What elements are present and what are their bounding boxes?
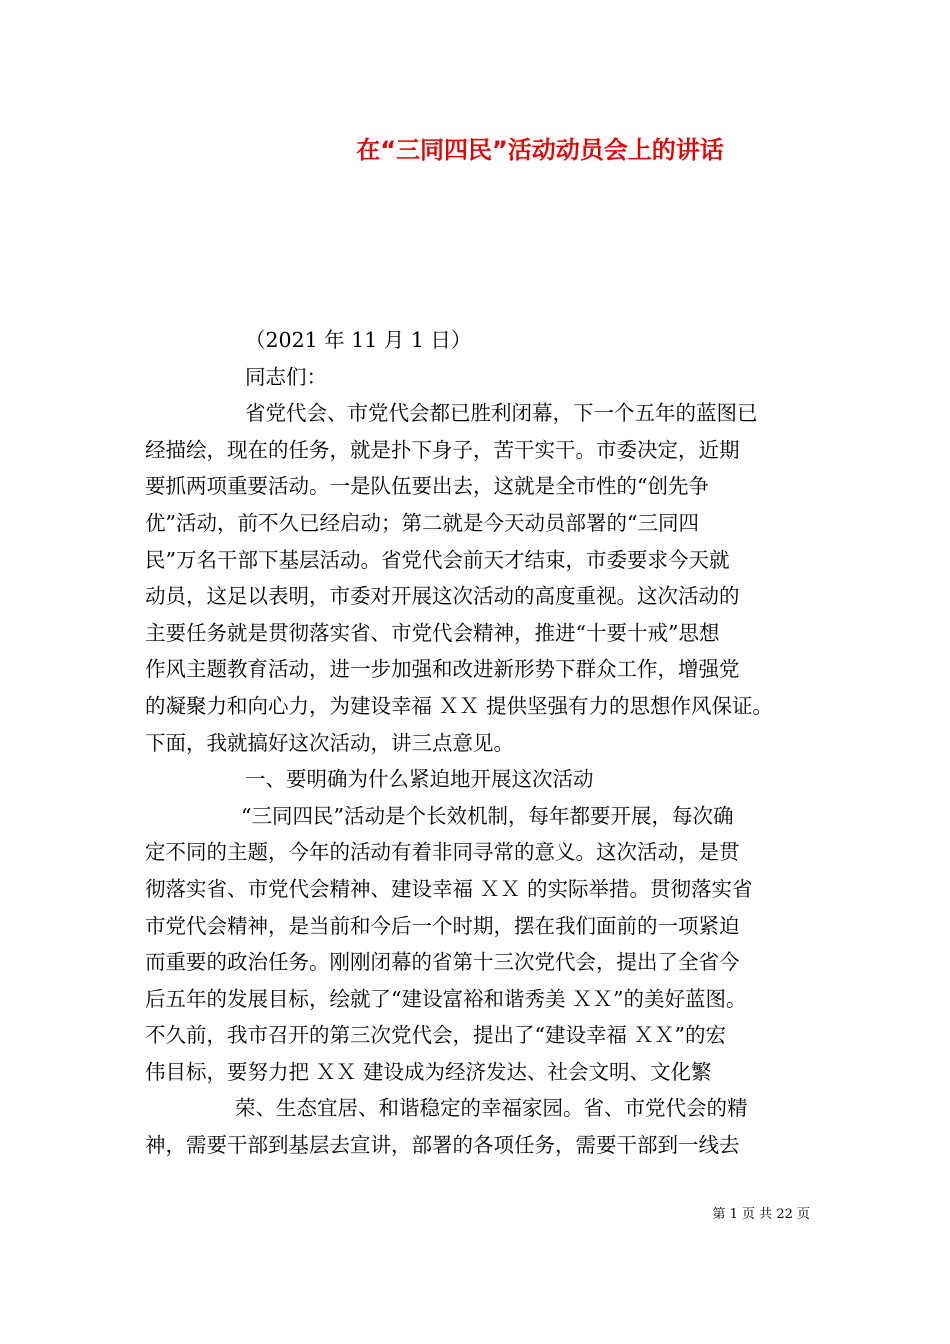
text-line: 民”万名干部下基层活动。省党代会前天才结束，市委要求今天就 (145, 547, 730, 572)
text-line: 的凝聚力和向心力，为建设幸福 ＸＸ 提供坚强有力的思想作风保证。 (145, 693, 774, 718)
text-line: “三同四民”活动是个长效机制，每年都要开展，每次确 (241, 803, 734, 828)
text-line: 主要任务就是贯彻落实省、市党代会精神，推进“十要十戒”思想 (145, 620, 720, 645)
text-line: 不久前，我市召开的第三次党代会，提出了“建设幸福 ＸＸ”的宏 (145, 1023, 726, 1048)
text-line: 经描绘，现在的任务，就是扑下身子，苦干实干。市委决定，近期 (145, 437, 740, 462)
text-line: 要抓两项重要活动。一是队伍要出去，这就是全市性的“创先争 (145, 474, 709, 499)
text-line: 市党代会精神，是当前和今后一个时期，摆在我们面前的一项紧迫 (145, 913, 740, 938)
text-line: 动员，这足以表明，市委对开展这次活动的高度重视。这次活动的 (145, 584, 740, 609)
text-line: 作风主题教育活动，进一步加强和改进新形势下群众工作，增强党 (145, 657, 740, 682)
text-line: 神，需要干部到基层去宣讲，部署的各项任务，需要干部到一线去 (145, 1133, 740, 1158)
text-line: （2021 年 11 月 1 日） (245, 328, 472, 352)
text-line: 同志们： (245, 364, 327, 389)
text-line: 省党代会、市党代会都已胜利闭幕，下一个五年的蓝图已 (245, 401, 758, 426)
text-line: 优”活动，前不久已经启动；第二就是今天动员部署的“三同四 (145, 510, 699, 535)
page-footer: 第 1 页 共 22 页 (712, 1207, 810, 1222)
text-line: 而重要的政治任务。刚刚闭幕的省第十三次党代会，提出了全省今 (145, 950, 740, 975)
text-line: 后五年的发展目标，绘就了“建设富裕和谐秀美 ＸＸ”的美好蓝图。 (145, 986, 747, 1011)
text-line: 下面，我就搞好这次活动，讲三点意见。 (145, 730, 514, 755)
document-title: 在“三同四民”活动动员会上的讲话 (356, 136, 724, 164)
text-line: 一、要明确为什么紧迫地开展这次活动 (245, 767, 594, 792)
document-body (145, 322, 810, 1164)
text-line: 伟目标，要努力把 ＸＸ 建设成为经济发达、社会文明、文化繁 (145, 1059, 712, 1084)
text-line: 彻落实省、市党代会精神、建设幸福 ＸＸ 的实际举措。贯彻落实省 (145, 876, 753, 901)
text-line: 荣、生态宜居、和谐稳定的幸福家园。省、市党代会的精 (235, 1096, 748, 1121)
text-line: 定不同的主题，今年的活动有着非同寻常的意义。这次活动，是贯 (145, 840, 740, 865)
